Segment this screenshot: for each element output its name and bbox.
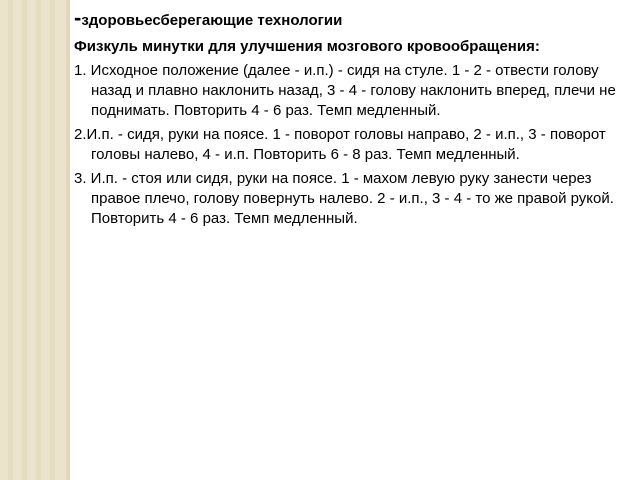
exercise-item-2: 2.И.п. - сидя, руки на поясе. 1 - поворот головы направо, 2 - и.п., 3 - поворот головы налево, 4 - и.п. Повторить 6 - 8 раз. Темп медленный.: [74, 126, 606, 163]
slide-content: [74, 5, 634, 233]
decorative-stripe: [8, 0, 13, 480]
decorative-band-edge: [66, 0, 70, 480]
decorative-stripe: [36, 0, 41, 480]
title-text: здоровьесберегающие технологии: [81, 12, 343, 29]
slide-subtitle: Физкуль минутки для улучшения мозгового кровообращения:: [74, 38, 540, 55]
decorative-stripe: [50, 0, 55, 480]
decorative-stripe: [22, 0, 27, 480]
title-dash: -: [74, 5, 82, 30]
exercise-item-1: 1. Исходное положение (далее - и.п.) - сидя на стуле. 1 - 2 - отвести голову назад и плавно наклонить назад, 3 - 4 - голову наклонить вперед, плечи не поднимать. Повторить 4 - 6 раз. Темп медленный.: [74, 62, 616, 119]
slide-title: [74, 5, 634, 31]
exercise-item-3: 3. И.п. - стоя или сидя, руки на поясе. 1 - махом левую руку занести через правое плечо, голову повернуть налево. 2 - и.п., 3 - 4 - то же правой рукой. Повторить 4 - 6 раз. Темп медленный.: [74, 170, 614, 227]
